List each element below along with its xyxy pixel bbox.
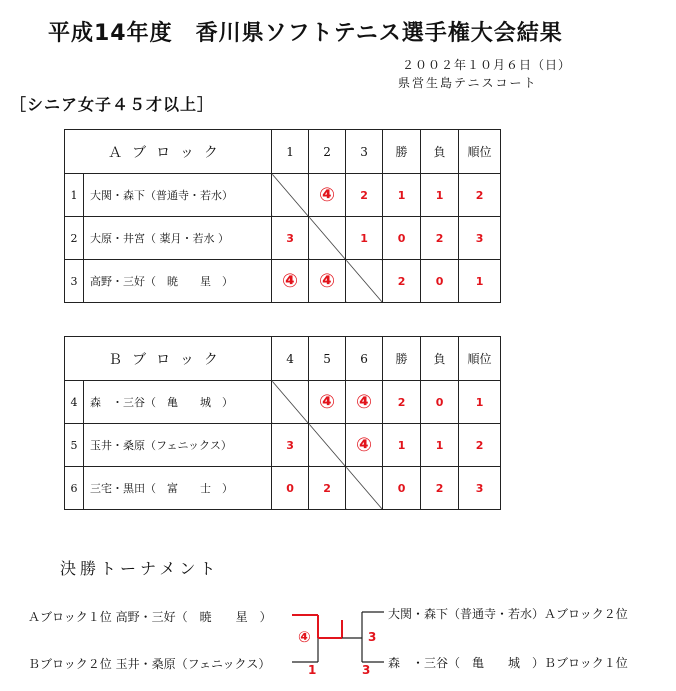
header-cell: 6 <box>346 337 383 381</box>
header-cell: 3 <box>346 130 383 174</box>
score-cell: ④ <box>272 260 309 303</box>
row-number: 2 <box>65 217 84 260</box>
header-cell: 順位 <box>459 130 501 174</box>
row-number: 3 <box>65 260 84 303</box>
losses-cell: 2 <box>421 217 459 260</box>
player-pair: 大関・森下（普通寺・若水） <box>84 174 272 217</box>
block-b-title: Ｂブロック <box>65 337 272 381</box>
wins-cell: 1 <box>383 174 421 217</box>
row-number: 5 <box>65 424 84 467</box>
header-cell: 順位 <box>459 337 501 381</box>
losses-cell: 0 <box>421 381 459 424</box>
rank-cell: 2 <box>459 174 501 217</box>
row-number: 1 <box>65 174 84 217</box>
losses-cell: 1 <box>421 174 459 217</box>
player-pair: 玉井・桑原（フェニックス） <box>84 424 272 467</box>
score-cell: ④ <box>309 260 346 303</box>
score-cell: ④ <box>309 174 346 217</box>
header-cell: 勝 <box>383 337 421 381</box>
block-a-title: Ａブロック <box>65 130 272 174</box>
final-score-left-top: ④ <box>298 628 311 646</box>
final-right-bottom-entry: 森 ・三谷（ 亀 城 ）Ｂブロック１位 <box>388 656 628 670</box>
wins-cell: 0 <box>383 467 421 510</box>
final-score-right-top: 3 <box>368 630 377 644</box>
final-left-bottom-entry: Ｂブロック２位 玉井・桑原（フェニックス） <box>28 657 271 671</box>
score-cell: 0 <box>272 467 309 510</box>
player-pair: 高野・三好（ 暁 星 ） <box>84 260 272 303</box>
event-venue: 県営生島テニスコート <box>398 76 538 90</box>
player-pair: 三宅・黒田（ 富 士 ） <box>84 467 272 510</box>
final-tournament-heading: 決勝トーナメント <box>60 559 220 578</box>
score-cell: ④ <box>309 381 346 424</box>
losses-cell: 2 <box>421 467 459 510</box>
wins-cell: 1 <box>383 424 421 467</box>
final-score-left-bottom: 1 <box>308 663 317 677</box>
header-cell: 勝 <box>383 130 421 174</box>
event-date: ２００２年１０月６日（日） <box>402 58 572 72</box>
final-score-right-bottom: 3 <box>362 663 371 677</box>
rank-cell: 1 <box>459 260 501 303</box>
header-cell: 負 <box>421 337 459 381</box>
player-pair: 森 ・三谷（ 亀 城 ） <box>84 381 272 424</box>
wins-cell: 0 <box>383 217 421 260</box>
rank-cell: 3 <box>459 217 501 260</box>
score-cell: ④ <box>346 424 383 467</box>
score-cell: 1 <box>346 217 383 260</box>
row-number: 4 <box>65 381 84 424</box>
header-cell: 5 <box>309 337 346 381</box>
final-left-top-entry: Ａブロック１位 高野・三好（ 暁 星 ） <box>28 610 272 624</box>
losses-cell: 0 <box>421 260 459 303</box>
player-pair: 大原・井宮（ 薬月・若水 ） <box>84 217 272 260</box>
header-cell: 2 <box>309 130 346 174</box>
score-cell: 3 <box>272 424 309 467</box>
header-cell: 1 <box>272 130 309 174</box>
rank-cell: 2 <box>459 424 501 467</box>
category-heading: ［シニア女子４５才以上］ <box>10 95 215 114</box>
score-cell: 2 <box>309 467 346 510</box>
header-cell: 4 <box>272 337 309 381</box>
score-cell: ④ <box>346 381 383 424</box>
score-cell: 3 <box>272 217 309 260</box>
header-cell: 負 <box>421 130 459 174</box>
losses-cell: 1 <box>421 424 459 467</box>
page-title: 平成14年度 香川県ソフトテニス選手権大会結果 <box>48 21 563 46</box>
final-right-top-entry: 大関・森下（普通寺・若水）Ａブロック２位 <box>388 607 628 621</box>
rank-cell: 3 <box>459 467 501 510</box>
rank-cell: 1 <box>459 381 501 424</box>
row-number: 6 <box>65 467 84 510</box>
wins-cell: 2 <box>383 260 421 303</box>
score-cell: 2 <box>346 174 383 217</box>
wins-cell: 2 <box>383 381 421 424</box>
